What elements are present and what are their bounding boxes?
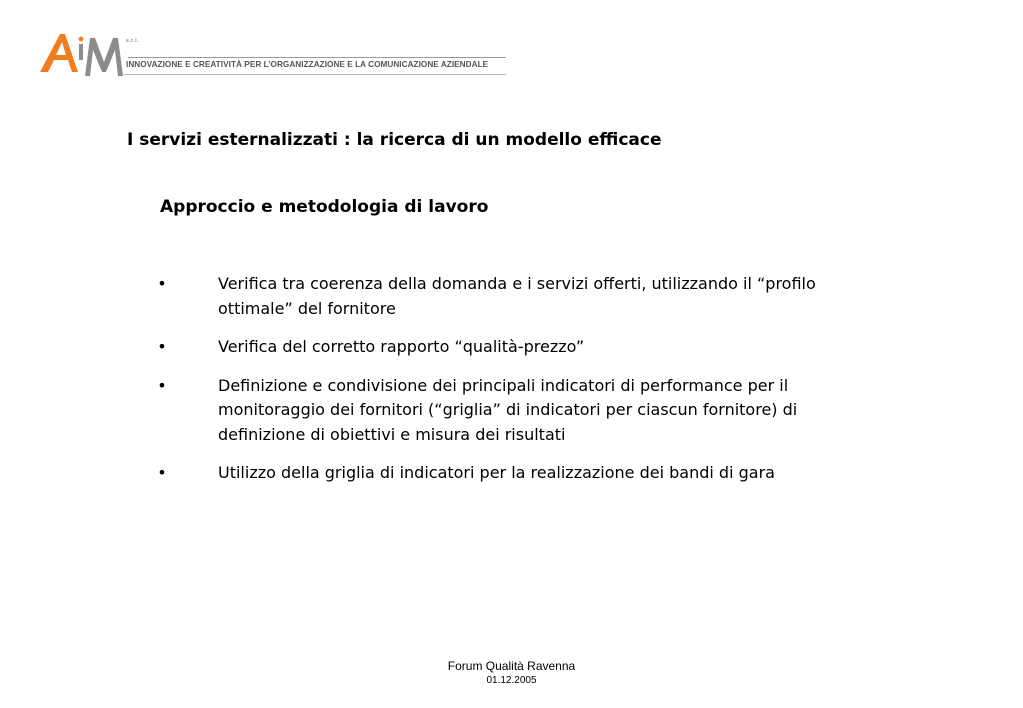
bullet-text: Definizione e condivisione dei principali indicatori di performance per il monitoraggio dei fornitori (“griglia” di indicatori per ciascun fornitore) di definizione di obiettivi e misura dei risultati [218, 375, 798, 444]
section-subtitle: Approccio e metodologia di lavoro [160, 197, 489, 217]
logo-divider-top [128, 57, 506, 58]
company-logo [38, 28, 518, 84]
bullet-text: Utilizzo della griglia di indicatori per la realizzazione dei bandi di gara [218, 463, 775, 482]
bullet-item [156, 461, 876, 486]
footer-date: 01.12.2005 [486, 675, 537, 686]
logo-divider-bottom [124, 74, 506, 75]
bullet-text: Verifica tra coerenza della domanda e i servizi offerti, utilizzando il “profilo ottimale” del fornitore [218, 274, 816, 318]
slide-title: I servizi esternalizzati : la ricerca di un modello efficace [127, 130, 662, 150]
logo-superscript: s.r.l. [126, 38, 140, 44]
footer-event: Forum Qualità Ravenna [447, 659, 576, 673]
bullet-dot: • [157, 337, 167, 356]
bullet-item [156, 374, 876, 448]
bullet-dot: • [157, 463, 167, 482]
bullet-dot: • [157, 274, 167, 293]
logo-tagline: INNOVAZIONE E CREATIVITÀ PER L’ORGANIZZAZIONE E LA COMUNICAZIONE AZIENDALE [126, 60, 489, 69]
bullet-item [156, 272, 876, 321]
bullet-item [156, 335, 876, 360]
bullet-list [156, 272, 876, 500]
aim-logo-mark [38, 28, 128, 80]
bullet-dot: • [157, 375, 167, 395]
slide-footer [0, 659, 1023, 687]
bullet-text: Verifica del corretto rapporto “qualità-prezzo” [218, 337, 585, 356]
